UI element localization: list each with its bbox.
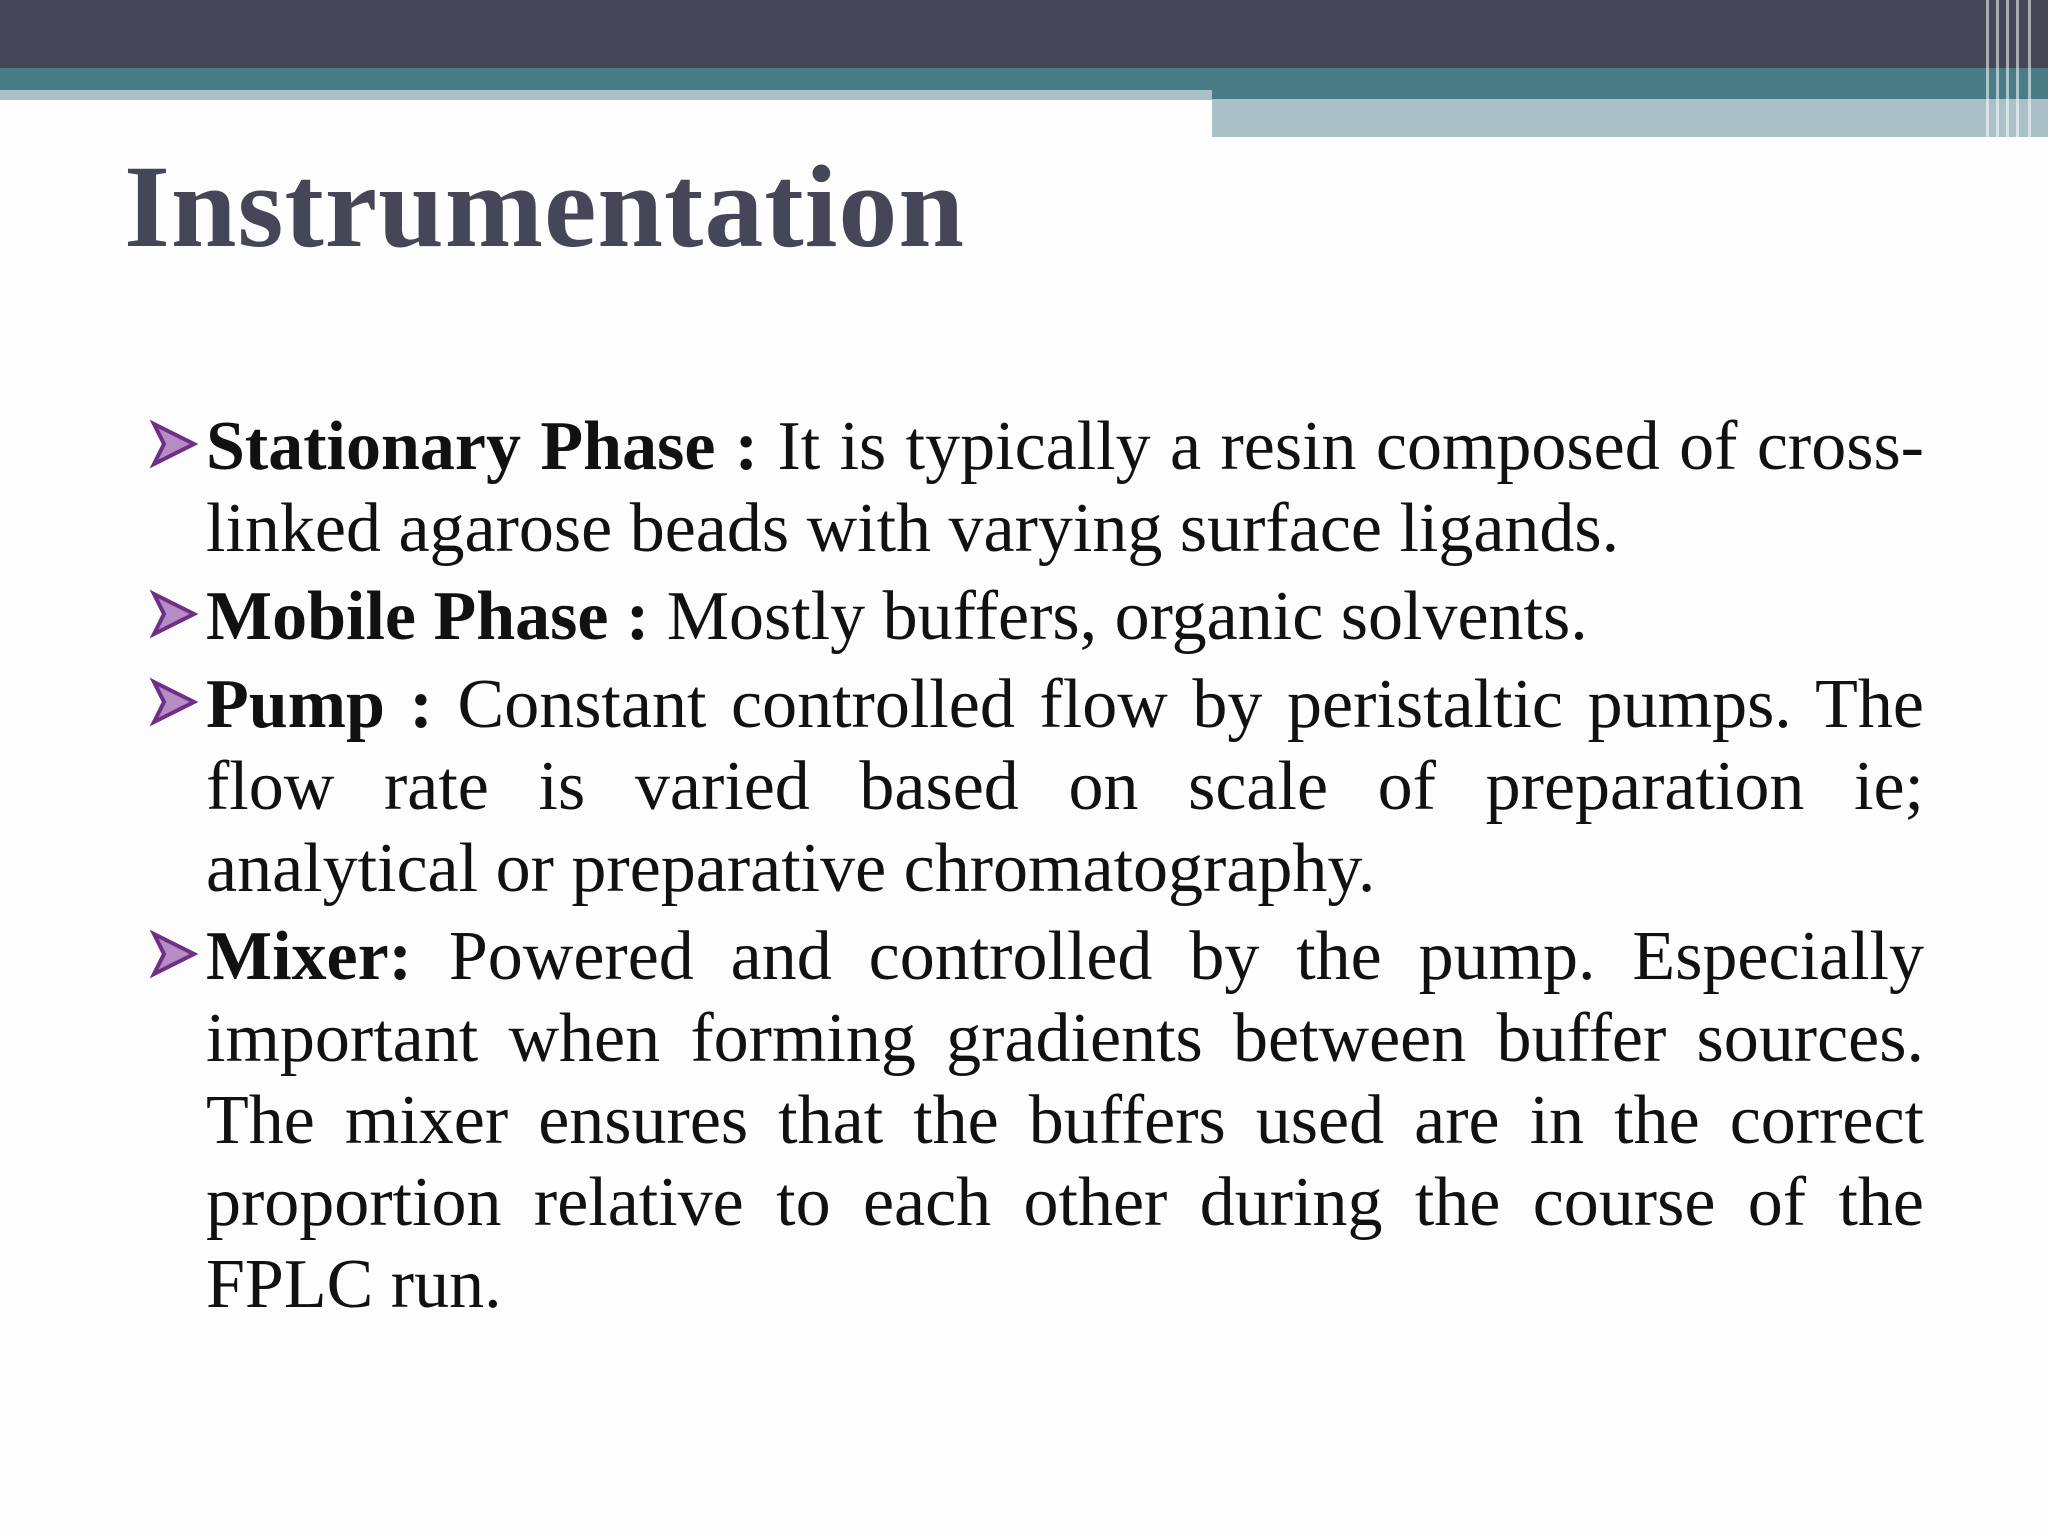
bullet-item-stationary-phase [150,406,1924,570]
header-stripe [2016,0,2019,137]
header-stripe [1986,0,1989,137]
bullet-item-mobile-phase [150,576,1924,658]
header-band-light-right [1212,99,2048,137]
bullet-term: Stationary Phase : [206,408,778,485]
bullet-item-pump [150,664,1924,910]
bullet-text: Mostly buffers, organic solvents. [666,578,1588,655]
bullet-text: Constant controlled flow by peristaltic pumps. The flow rate is varied based on scale of preparation ie; analytical or preparative chromatography. [206,666,1924,907]
bullet-item-mixer [150,916,1924,1326]
bullet-term: Mobile Phase : [206,578,667,655]
bullet-list [150,406,1924,1332]
bullet-text: It is typically a resin composed of cross-linked agarose beads with varying surface ligands. [206,408,1924,567]
bullet-term: Mixer: [206,918,449,995]
arrow-bullet-icon [150,420,198,468]
bullet-term: Pump : [206,666,458,743]
header-stripe [2028,0,2031,137]
slide-title: Instrumentation [124,141,966,272]
header-band-light-left [0,90,1212,100]
arrow-bullet-icon [150,590,198,638]
arrow-bullet-icon [150,930,198,978]
bullet-text: Powered and controlled by the pump. Especially important when forming gradients between buffer sources. The mixer ensures that the buffers used are in the correct proportion relative to each other during the course of the FPLC run. [206,918,1924,1323]
header-band-dark [0,0,2048,68]
header-stripe [1996,0,1999,137]
arrow-bullet-icon [150,678,198,726]
header-stripe [2006,0,2009,137]
